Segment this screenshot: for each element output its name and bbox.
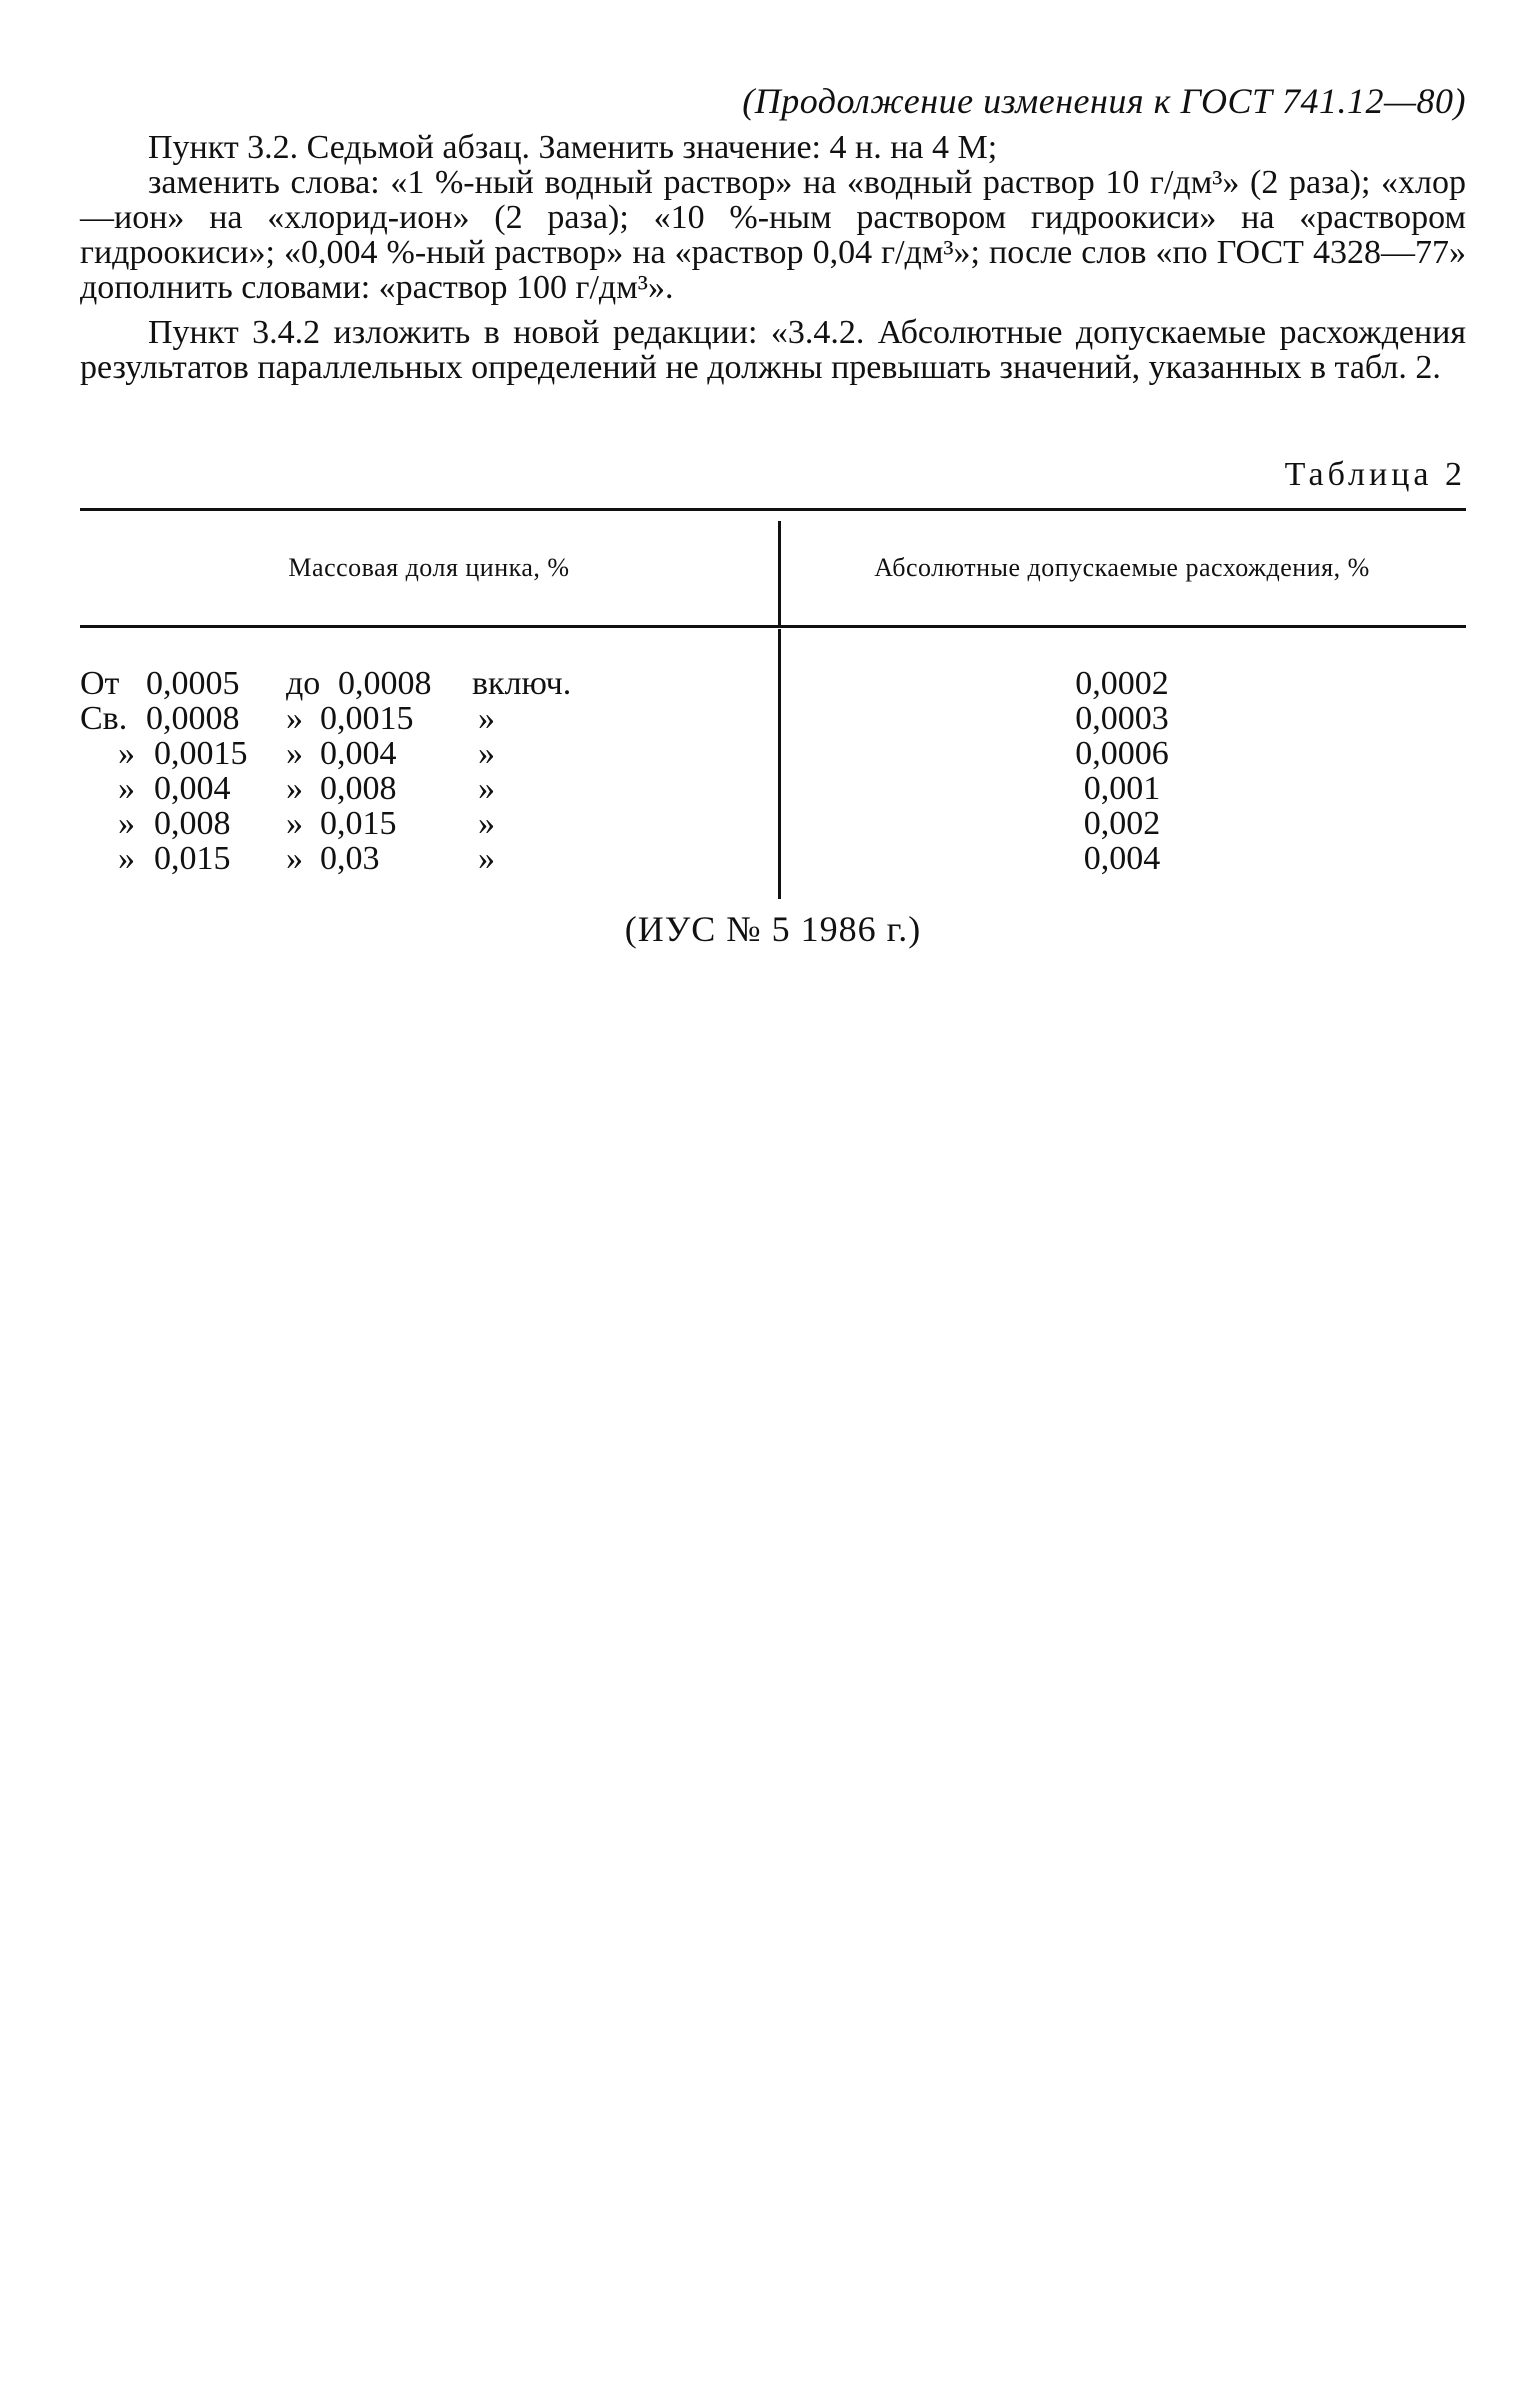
range-cell: [80, 666, 778, 701]
range-mid: »: [286, 735, 303, 772]
range-prefix: »: [118, 805, 135, 842]
range-from: 0,0008: [146, 700, 240, 737]
range-suffix: »: [478, 840, 495, 877]
paragraph-1: Пункт 3.2. Седьмой абзац. Заменить значение: 4 н. на 4 М;: [148, 129, 998, 166]
range-mid: »: [286, 805, 303, 842]
header-tolerance: Абсолютные допускаемые расхождения, %: [874, 553, 1370, 582]
range-mid: »: [286, 840, 303, 877]
range-cell: [80, 771, 778, 806]
paragraph-2: заменить слова: «1 %-ный водный раствор» на «водный раствор 10 г/дм³» (2 раза); «хлор—ион» на «хлорид-ион» (2 раза); «10 %-ным раствором гидроокиси» на «раствором гидроокиси»; «0,004 %-ный раствор» на «раствор 0,04 г/дм³»; после слов «по ГОСТ 4328—77» дополнить словами: «раствор 100 г/дм³».: [80, 164, 1466, 306]
range-suffix: »: [478, 805, 495, 842]
table-row: [80, 771, 1466, 806]
tolerance-table: [80, 508, 1466, 876]
table-row: [80, 841, 1466, 876]
header-mass-fraction: Массовая доля цинка, %: [288, 553, 570, 582]
range-prefix: Св.: [80, 700, 128, 737]
table-body: [80, 628, 1466, 876]
range-to: 0,008: [320, 770, 397, 807]
table-row: [80, 806, 1466, 841]
range-cell: [80, 736, 778, 771]
range-prefix: »: [118, 840, 135, 877]
range-prefix: »: [118, 735, 135, 772]
range-prefix: »: [118, 770, 135, 807]
range-suffix: включ.: [472, 665, 572, 702]
range-suffix: »: [478, 700, 495, 737]
range-from: 0,004: [154, 770, 231, 807]
table-row: [80, 736, 1466, 771]
footer-reference: (ИУС № 5 1986 г.): [624, 909, 922, 949]
table-row: [80, 666, 1466, 701]
range-from: 0,0005: [146, 665, 240, 702]
table-row: [80, 701, 1466, 736]
range-to: 0,03: [320, 840, 380, 877]
tolerance-value: 0,0003: [1075, 700, 1169, 737]
tolerance-value: 0,0006: [1075, 735, 1169, 772]
page-header: (Продолжение изменения к ГОСТ 741.12—80): [742, 81, 1466, 121]
range-mid: »: [286, 700, 303, 737]
body-text: [80, 130, 1466, 385]
range-to: 0,0008: [338, 665, 432, 702]
paragraph-3: Пункт 3.4.2 изложить в новой редакции: «3.4.2. Абсолютные допускаемые расхождения результатов параллельных определений не должны превышать значений, указанных в табл. 2.: [80, 314, 1466, 386]
range-mid: до: [286, 665, 321, 702]
range-suffix: »: [478, 735, 495, 772]
range-cell: [80, 806, 778, 841]
table-header: [80, 511, 1466, 628]
range-from: 0,0015: [154, 735, 248, 772]
tolerance-value: 0,001: [1083, 770, 1161, 807]
range-from: 0,008: [154, 805, 231, 842]
range-to: 0,0015: [320, 700, 414, 737]
range-prefix: От: [80, 665, 120, 702]
range-suffix: »: [478, 770, 495, 807]
range-mid: »: [286, 770, 303, 807]
tolerance-value: 0,002: [1083, 805, 1161, 842]
range-cell: [80, 841, 778, 876]
tolerance-value: 0,004: [1083, 840, 1161, 877]
range-to: 0,015: [320, 805, 397, 842]
range-to: 0,004: [320, 735, 397, 772]
range-cell: [80, 701, 778, 736]
tolerance-value: 0,0002: [1075, 665, 1169, 702]
table-caption: Таблица 2: [1284, 456, 1466, 493]
column-divider: [778, 521, 781, 625]
range-from: 0,015: [154, 840, 231, 877]
